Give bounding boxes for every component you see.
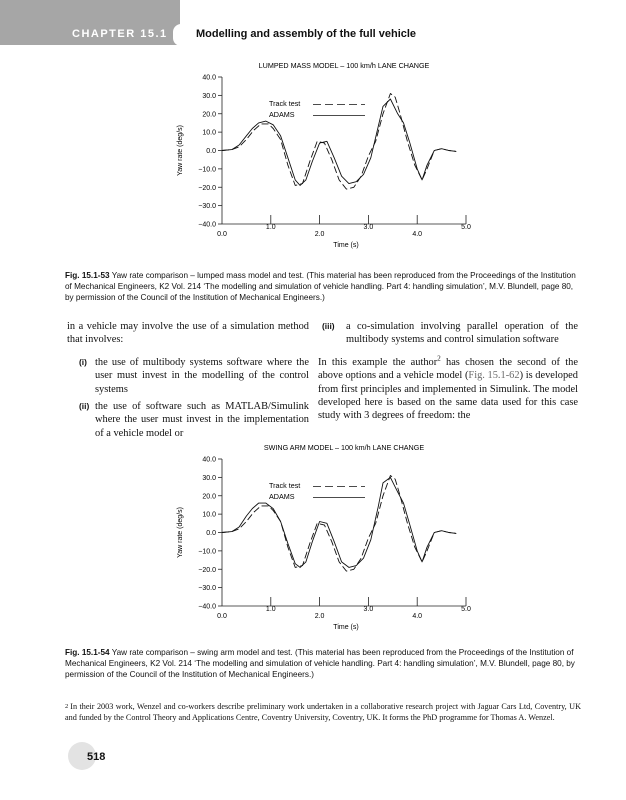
footnote [65, 701, 581, 723]
y-axis-label: Yaw rate (deg/s) [177, 125, 184, 176]
left-column [67, 320, 309, 440]
figure-15-1-54 [0, 440, 626, 650]
x-tick-label: 3.0 [363, 606, 374, 613]
x-axis-label: Time (s) [333, 624, 359, 631]
x-tick-label: 1.0 [265, 224, 276, 231]
series-line-adams [222, 99, 456, 185]
yaw-rate-chart-swing-arm [0, 440, 626, 650]
list-label: (ii) [79, 401, 90, 412]
yaw-rate-chart-lumped-mass [0, 58, 626, 268]
y-tick-label: −40.0 [198, 603, 216, 611]
list-text: a co-simulation involving parallel operation of the multibody systems and control simulation software [346, 321, 578, 346]
x-tick-label: 4.0 [412, 231, 423, 238]
list-text: the use of software such as MATLAB/Simulink where the user must invest in the implementation of a vehicle model or [95, 401, 309, 439]
list-item [67, 356, 309, 396]
list-text: the use of multibody systems software where the user must invest in the modelling of the control systems [95, 356, 309, 395]
paragraph [318, 356, 578, 423]
chapter-label: CHAPTER 15.1 [72, 28, 168, 40]
y-tick-label: −30.0 [198, 585, 216, 593]
caption-label: Fig. 15.1-53 [65, 271, 110, 280]
paragraph-text: has chosen the second of the above options and a vehicle model ( [318, 356, 578, 382]
y-tick-label: 10.0 [202, 129, 216, 137]
x-tick-label: 4.0 [412, 613, 423, 620]
figure-caption [65, 647, 579, 680]
y-tick-label: −20.0 [198, 184, 216, 192]
page-number: 518 [87, 751, 106, 763]
x-tick-label: 1.0 [265, 606, 276, 613]
list-label: (iii) [322, 321, 335, 331]
list-item [318, 320, 578, 347]
series-line-track-test [222, 94, 456, 190]
caption-label: Fig. 15.1-54 [65, 648, 110, 657]
chart-title: SWING ARM MODEL – 100 km/h LANE CHANGE [263, 443, 425, 452]
series-line-track-test [222, 476, 456, 572]
list-item [67, 400, 309, 440]
figure-caption [65, 270, 579, 303]
y-tick-label: −10.0 [198, 548, 216, 556]
x-tick-label: 3.0 [363, 224, 374, 231]
y-tick-label: −30.0 [198, 203, 216, 211]
legend-label: Track test [269, 481, 301, 490]
header-tab [173, 24, 189, 46]
y-tick-label: 40.0 [202, 456, 216, 464]
legend-label: ADAMS [269, 492, 295, 501]
footnote-ref[interactable]: 2 [437, 354, 441, 363]
y-tick-label: −20.0 [198, 566, 216, 574]
x-tick-label: 2.0 [314, 231, 325, 238]
series-line-adams [222, 477, 456, 567]
paragraph-text: In this example the author [318, 356, 438, 368]
legend-label: Track test [269, 99, 301, 108]
caption-text: Yaw rate comparison – lumped mass model and test. (This material has been reproduced from the Proceedings of the Institution of Mechanical Engineers, K2 Vol. 214 ‘The modelling and simulation of vehicle handling. Part 4: handling simulation’, M.V. Blundell, page 80, by permission of the Council of the Institution of Mechanical Engineers.) [65, 271, 576, 302]
legend-label: ADAMS [269, 110, 295, 119]
y-tick-label: 10.0 [202, 511, 216, 519]
y-tick-label: −10.0 [198, 166, 216, 174]
y-tick-label: 0.0 [206, 530, 216, 537]
y-tick-label: 30.0 [202, 92, 216, 100]
chapter-title: Modelling and assembly of the full vehicle [196, 28, 417, 40]
caption-text: Yaw rate comparison – swing arm model and test. (This material has been reproduced from the Proceedings of the Institution of Mechanical Engineers, K2 Vol. 214 ‘The modelling and simulation of vehicle handling. Part 4: handling simulation’, M.V. Blundell, page 80, by permission of the Council of the Institution of Mechanical Engineers.) [65, 648, 575, 679]
list-label: (i) [79, 356, 87, 367]
intro-paragraph: in a vehicle may involve the use of a simulation method that involves: [67, 321, 309, 346]
y-tick-label: 30.0 [202, 474, 216, 482]
y-tick-label: 0.0 [206, 148, 216, 155]
y-tick-label: 40.0 [202, 74, 216, 82]
y-tick-label: 20.0 [202, 111, 216, 119]
chart-title: LUMPED MASS MODEL – 100 km/h LANE CHANGE [258, 61, 430, 70]
paragraph-text: ) is developed from first principles and implemented in Simulink. The model developed here is based on the same data used for this case study with 3 degrees of freedom: the [318, 370, 578, 422]
x-tick-label: 2.0 [314, 613, 325, 620]
y-tick-label: −40.0 [198, 221, 216, 229]
footnote-mark: 2 [65, 703, 69, 710]
figure-15-1-53 [0, 58, 626, 268]
y-axis-label: Yaw rate (deg/s) [177, 507, 184, 558]
figure-link[interactable]: Fig. 15.1-62 [468, 370, 520, 382]
x-tick-label: 5.0 [461, 224, 471, 231]
x-axis-label: Time (s) [333, 242, 359, 249]
footnote-text: In their 2003 work, Wenzel and co-workers describe preliminary work undertaken in a collaborative research project with Jaguar Cars Ltd, Coventry, UK and funded by the Control Theory and Applications Centre, Coventry University, Coventry, UK. It forms the PhD programme for Thomas A. Wenzel. [65, 702, 581, 722]
x-tick-label: 0.0 [217, 231, 227, 238]
y-tick-label: 20.0 [202, 493, 216, 501]
right-column [318, 320, 578, 423]
x-tick-label: 5.0 [461, 606, 471, 613]
x-tick-label: 0.0 [217, 613, 227, 620]
